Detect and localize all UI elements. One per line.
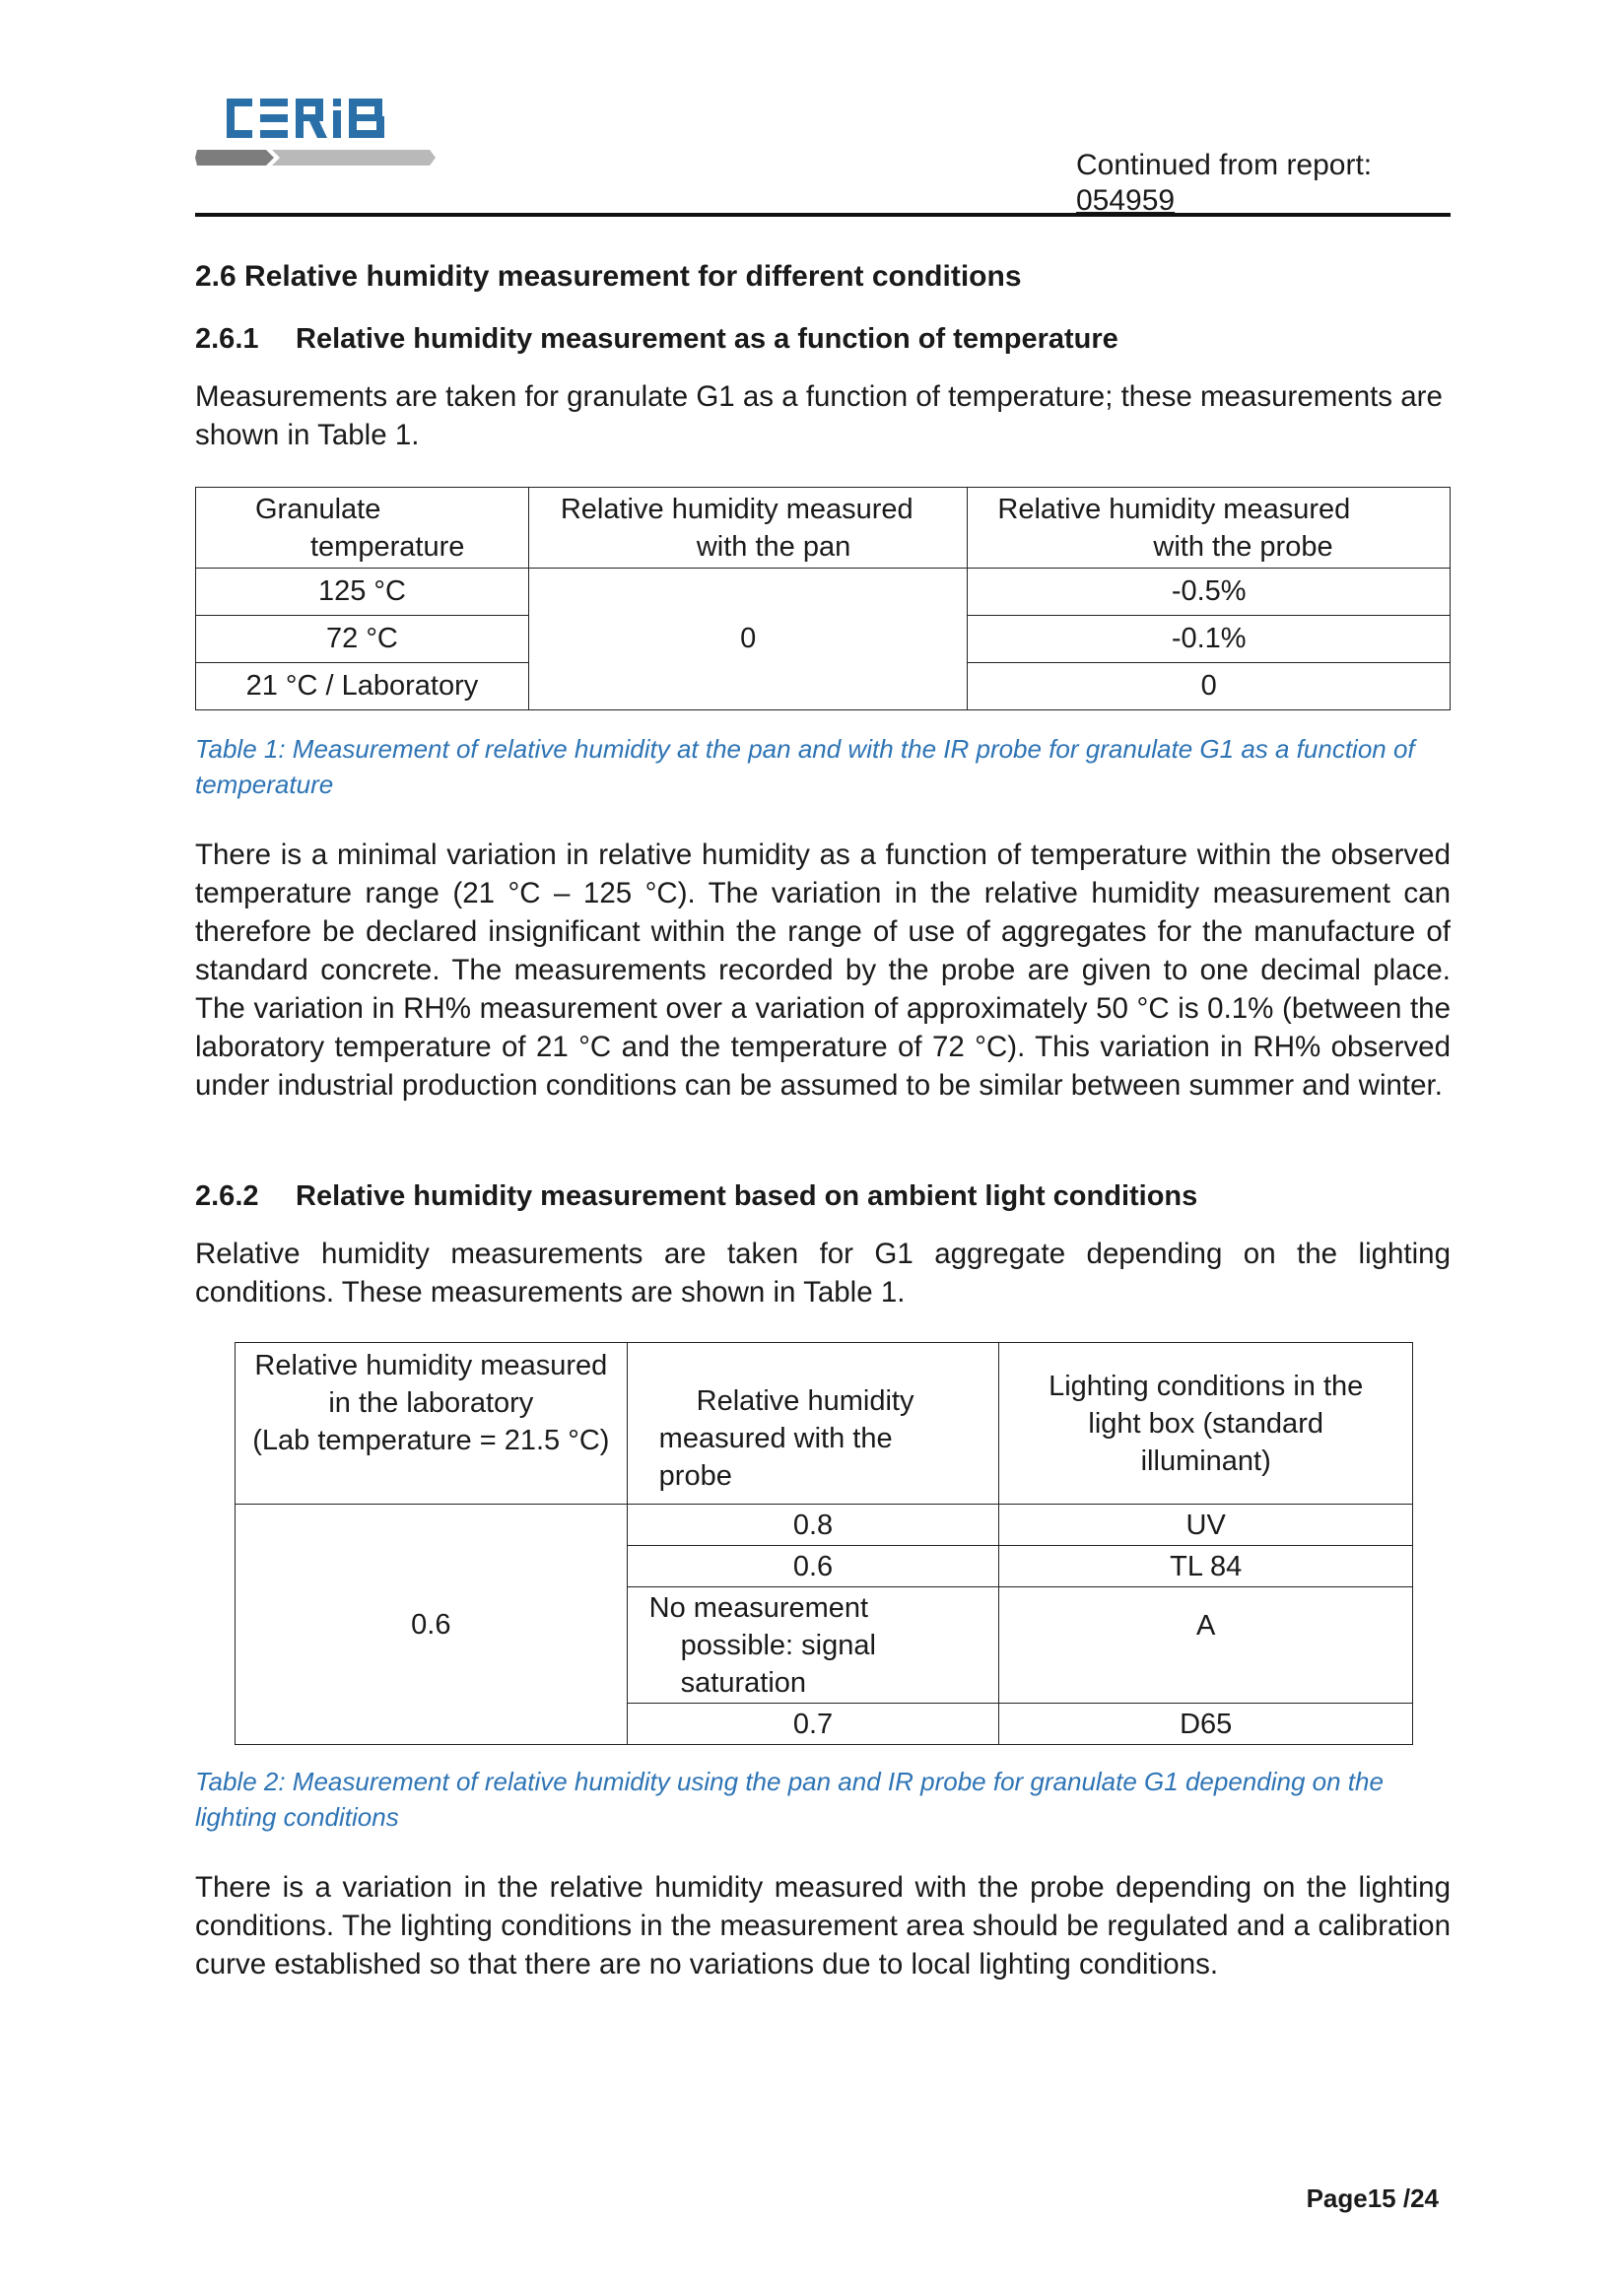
subsection-title: Relative humidity measurement based on ambient light conditions — [296, 1180, 1198, 1212]
cell-pan-value: 0 — [528, 569, 968, 710]
subsection-heading-2-6-2 — [195, 1180, 1197, 1213]
cell-light: UV — [999, 1505, 1413, 1546]
cell-probe: No measurement possible: signal saturation — [627, 1587, 999, 1704]
table-row — [236, 1505, 1413, 1546]
cell-lab-value: 0.6 — [236, 1505, 628, 1745]
cell-probe: 0.6 — [627, 1546, 999, 1587]
cell-temperature: 125 °C — [196, 569, 529, 616]
cell-probe: 0.7 — [627, 1704, 999, 1745]
header-lighting-conditions: Lighting conditions in the light box (standard illuminant) — [999, 1343, 1413, 1505]
cell-probe: -0.1% — [968, 616, 1451, 663]
table-header-row — [196, 488, 1451, 569]
subsection-number: 2.6.2 — [195, 1180, 259, 1212]
continued-label: Continued from report: — [1076, 149, 1373, 181]
cell-temperature: 21 °C / Laboratory — [196, 663, 529, 710]
cell-probe: 0 — [968, 663, 1451, 710]
table-1-caption: Table 1: Measurement of relative humidity at the pan and with the IR probe for granulate G1 as a function of temperature — [195, 734, 1415, 799]
cell-light: A — [999, 1587, 1413, 1704]
paragraph-discussion-2-6-2: There is a variation in the relative humidity measured with the probe depending on the lighting conditions. The lighting conditions in the measurement area should be regulated and a calibration curve established so that there are no variations due to local lighting conditions. — [195, 1871, 1451, 1981]
header-rh-probe: Relative humidity measured with the probe — [968, 488, 1451, 569]
paragraph-intro-2-6-1: Measurements are taken for granulate G1 as a function of temperature; these measurements are shown in Table 1. — [195, 380, 1443, 451]
table-2 — [235, 1342, 1413, 1745]
subsection-title: Relative humidity measurement as a function of temperature — [296, 323, 1118, 355]
cell-probe: 0.8 — [627, 1505, 999, 1546]
header-divider — [195, 213, 1451, 217]
table-1 — [195, 487, 1451, 710]
table-header-row — [236, 1343, 1413, 1505]
page-number: Page15 /24 — [1306, 2183, 1439, 2213]
cerib-logo — [195, 91, 441, 173]
header-rh-pan: Relative humidity measured with the pan — [528, 488, 968, 569]
header-rh-laboratory: Relative humidity measured in the laboratory (Lab temperature = 21.5 °C) — [236, 1343, 628, 1505]
report-number: 054959 — [1076, 184, 1176, 217]
subsection-heading-2-6-1 — [195, 323, 1118, 356]
header-rh-probe: Relative humidity measured with the probe — [627, 1343, 999, 1505]
section-heading: 2.6 Relative humidity measurement for different conditions — [195, 260, 1022, 293]
cell-light: TL 84 — [999, 1546, 1413, 1587]
continued-from-report — [1076, 148, 1372, 219]
paragraph-discussion-2-6-1: There is a minimal variation in relative humidity as a function of temperature within the observed temperature range (21 °C – 125 °C). The variation in the relative humidity measurement can therefore be declared insignificant within the range of use of aggregates for the manufacture of standard concrete. The measurements recorded by the probe are given to one decimal place. The variation in RH% measurement over a variation of approximately 50 °C is 0.1% (between the laboratory temperature of 21 °C and the temperature of 72 °C). This variation in RH% observed under industrial production conditions can be assumed to be similar between summer and winter. — [195, 839, 1451, 1102]
table-2-caption: Table 2: Measurement of relative humidity using the pan and IR probe for granulate G1 depending on the lighting conditions — [195, 1767, 1384, 1832]
table-row — [196, 569, 1451, 616]
cell-probe: -0.5% — [968, 569, 1451, 616]
cell-temperature: 72 °C — [196, 616, 529, 663]
subsection-number: 2.6.1 — [195, 323, 259, 355]
cell-light: D65 — [999, 1704, 1413, 1745]
paragraph-intro-2-6-2: Relative humidity measurements are taken for G1 aggregate depending on the lighting conditions. These measurements are shown in Table 1. — [195, 1238, 1451, 1309]
header-granulate-temperature: Granulate temperature — [196, 488, 529, 569]
